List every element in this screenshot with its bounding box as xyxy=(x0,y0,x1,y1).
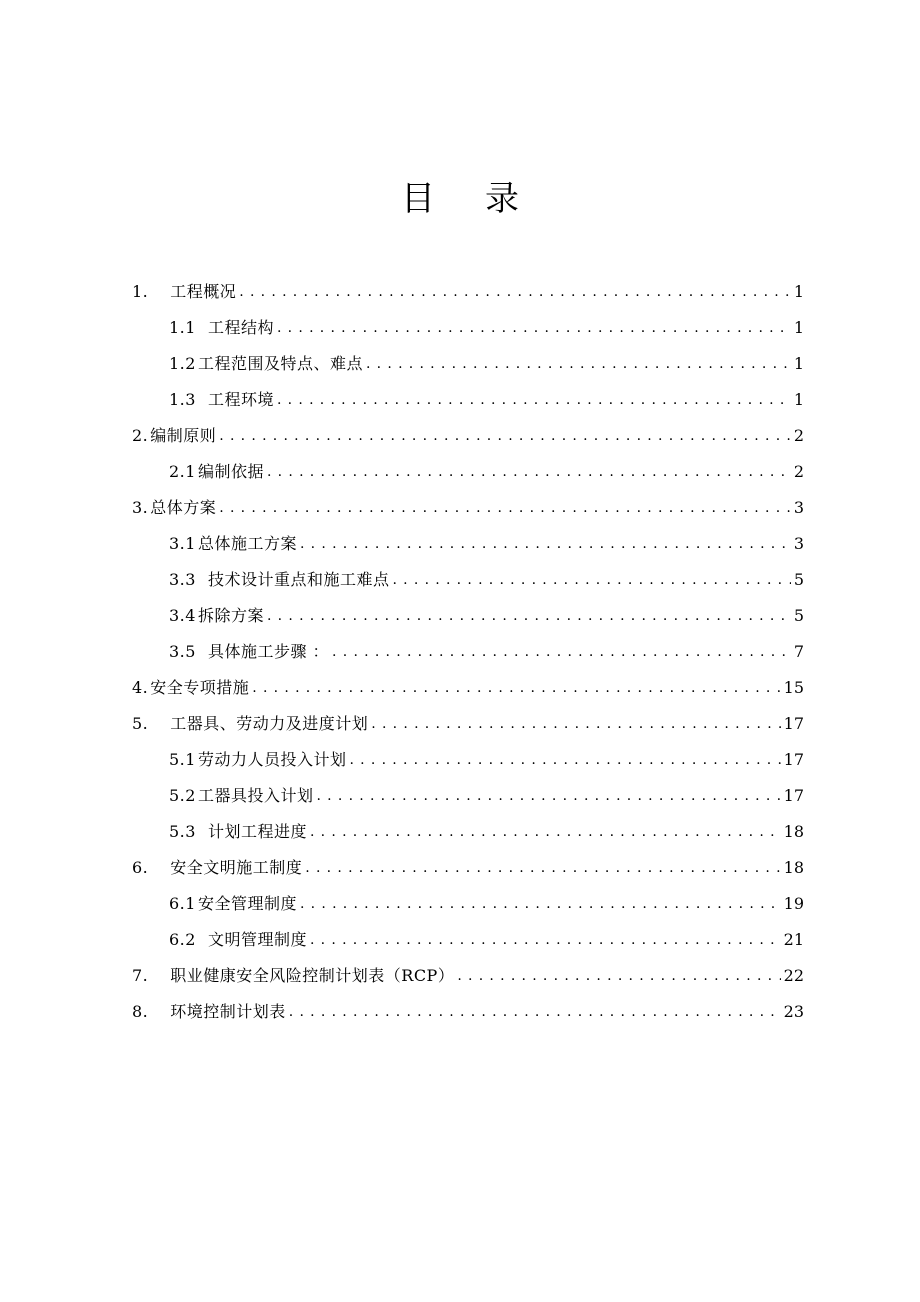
toc-entry-title: 工程范围及特点、难点 xyxy=(197,354,363,373)
toc-entry-title: 职业健康安全风险控制计划表（RCP） xyxy=(170,966,455,985)
title-char-1: 目 xyxy=(401,179,435,219)
toc-dot-leader xyxy=(392,570,790,590)
toc-entry[interactable] xyxy=(169,346,804,382)
toc-entry-page-number: 1 xyxy=(793,282,804,301)
toc-dot-leader xyxy=(457,966,780,986)
toc-entry[interactable] xyxy=(169,454,804,490)
toc-entry-page-number: 1 xyxy=(793,390,804,409)
toc-entry[interactable] xyxy=(132,994,804,1030)
toc-dot-leader xyxy=(310,930,781,950)
toc-entry-title: 工程概况 xyxy=(170,282,237,301)
toc-entry-number: 5.2 xyxy=(169,786,196,805)
toc-dot-leader xyxy=(219,498,791,518)
toc-entry-title: 计划工程进度 xyxy=(207,822,307,841)
toc-entry-page-number: 7 xyxy=(793,642,804,661)
toc-entry-number: 8. xyxy=(132,1002,149,1021)
toc-entry-page-number: 5 xyxy=(793,570,804,589)
toc-entry-number: 1.2 xyxy=(169,354,196,373)
toc-entry-number: 1.3 xyxy=(169,390,196,409)
title-char-2: 录 xyxy=(485,179,519,219)
toc-entry-number: 6.2 xyxy=(169,930,196,949)
toc-entry[interactable] xyxy=(132,850,804,886)
toc-entry-title: 总体施工方案 xyxy=(197,534,297,553)
toc-entry-number: 2. xyxy=(132,426,149,445)
toc-dot-leader xyxy=(349,750,780,770)
toc-entry-number: 1.1 xyxy=(169,318,196,337)
toc-dot-leader xyxy=(300,534,791,554)
toc-entry-title: 技术设计重点和施工难点 xyxy=(207,570,390,589)
toc-entry-number: 3.4 xyxy=(169,606,196,625)
toc-entry-title: 安全专项措施 xyxy=(150,678,250,697)
toc-dot-leader xyxy=(289,1002,781,1022)
toc-dot-leader xyxy=(267,462,791,482)
toc-entry-page-number: 21 xyxy=(783,930,804,949)
toc-entry-title: 工器具投入计划 xyxy=(197,786,314,805)
toc-entry-title: 安全文明施工制度 xyxy=(170,858,303,877)
toc-entry-page-number: 23 xyxy=(783,1002,804,1021)
toc-dot-leader xyxy=(277,318,791,338)
toc-entry-page-number: 2 xyxy=(793,426,804,445)
toc-entry-title: 总体方案 xyxy=(150,498,217,517)
toc-dot-leader xyxy=(310,822,781,842)
toc-entry-number: 3. xyxy=(132,498,149,517)
toc-dot-leader xyxy=(366,354,791,374)
toc-entry[interactable] xyxy=(169,598,804,634)
toc-entry-number: 3.5 xyxy=(169,642,196,661)
toc-dot-leader xyxy=(371,714,780,734)
toc-entry-page-number: 18 xyxy=(783,822,804,841)
toc-dot-leader xyxy=(277,390,791,410)
toc-entry-page-number: 18 xyxy=(783,858,804,877)
toc-entry-title: 安全管理制度 xyxy=(197,894,297,913)
toc-entry-number: 3.1 xyxy=(169,534,196,553)
toc-entry[interactable] xyxy=(169,742,804,778)
toc-entry-page-number: 5 xyxy=(793,606,804,625)
toc-entry-number: 4. xyxy=(132,678,149,697)
toc-entry[interactable] xyxy=(169,634,804,670)
toc-entry[interactable] xyxy=(132,670,804,706)
toc-entry-page-number: 3 xyxy=(793,498,804,517)
toc-dot-leader xyxy=(267,606,791,626)
toc-entry[interactable] xyxy=(169,778,804,814)
toc-entry-number: 7. xyxy=(132,966,149,985)
toc-entry-page-number: 3 xyxy=(793,534,804,553)
toc-entry-title: 工器具、劳动力及进度计划 xyxy=(170,714,369,733)
toc-entry[interactable] xyxy=(132,418,804,454)
toc-entry[interactable] xyxy=(169,814,804,850)
toc-entry-number: 6. xyxy=(132,858,149,877)
toc-entry-title: 工程结构 xyxy=(207,318,274,337)
toc-entry-number: 5.1 xyxy=(169,750,196,769)
toc-entry[interactable] xyxy=(169,382,804,418)
toc-entry-page-number: 2 xyxy=(793,462,804,481)
toc-dot-leader xyxy=(252,678,780,698)
toc-entry[interactable] xyxy=(132,490,804,526)
toc-entry[interactable] xyxy=(169,310,804,346)
toc-entry[interactable] xyxy=(169,562,804,598)
toc-entry[interactable] xyxy=(169,886,804,922)
toc-entry-title: 编制依据 xyxy=(197,462,264,481)
toc-entry-number: 5. xyxy=(132,714,149,733)
toc-entry-number: 5.3 xyxy=(169,822,196,841)
toc-entry-page-number: 22 xyxy=(783,966,804,985)
toc-entry[interactable] xyxy=(169,922,804,958)
toc-entry[interactable] xyxy=(169,526,804,562)
toc-entry-title: 编制原则 xyxy=(150,426,217,445)
toc-dot-leader xyxy=(239,282,791,302)
toc-entry-title: 劳动力人员投入计划 xyxy=(197,750,347,769)
toc-entry-title: 工程环境 xyxy=(207,390,274,409)
toc-dot-leader xyxy=(332,642,791,662)
toc-entry-title: 环境控制计划表 xyxy=(170,1002,286,1021)
toc-entry[interactable] xyxy=(132,274,804,310)
toc-entry-page-number: 17 xyxy=(783,714,804,733)
toc-entry-number: 1. xyxy=(132,282,149,301)
toc-entry-page-number: 1 xyxy=(793,354,804,373)
toc-entry-page-number: 15 xyxy=(783,678,804,697)
toc-entry-number: 3.3 xyxy=(169,570,196,589)
toc-entry[interactable] xyxy=(132,706,804,742)
toc-entry-page-number: 17 xyxy=(783,786,804,805)
toc-entry-number: 2.1 xyxy=(169,462,196,481)
toc-entry[interactable] xyxy=(132,958,804,994)
toc-dot-leader xyxy=(316,786,780,806)
page-title xyxy=(0,174,920,224)
toc-dot-leader xyxy=(219,426,791,446)
toc-entry-title: 具体施工步骤 ： xyxy=(207,642,330,661)
toc-dot-leader xyxy=(300,894,781,914)
toc-dot-leader xyxy=(305,858,780,878)
toc-entry-page-number: 1 xyxy=(793,318,804,337)
toc-entry-page-number: 17 xyxy=(783,750,804,769)
toc-entry-number: 6.1 xyxy=(169,894,196,913)
toc-entry-page-number: 19 xyxy=(783,894,804,913)
toc-entry-title: 文明管理制度 xyxy=(207,930,307,949)
toc-entry-title: 拆除方案 xyxy=(197,606,264,625)
